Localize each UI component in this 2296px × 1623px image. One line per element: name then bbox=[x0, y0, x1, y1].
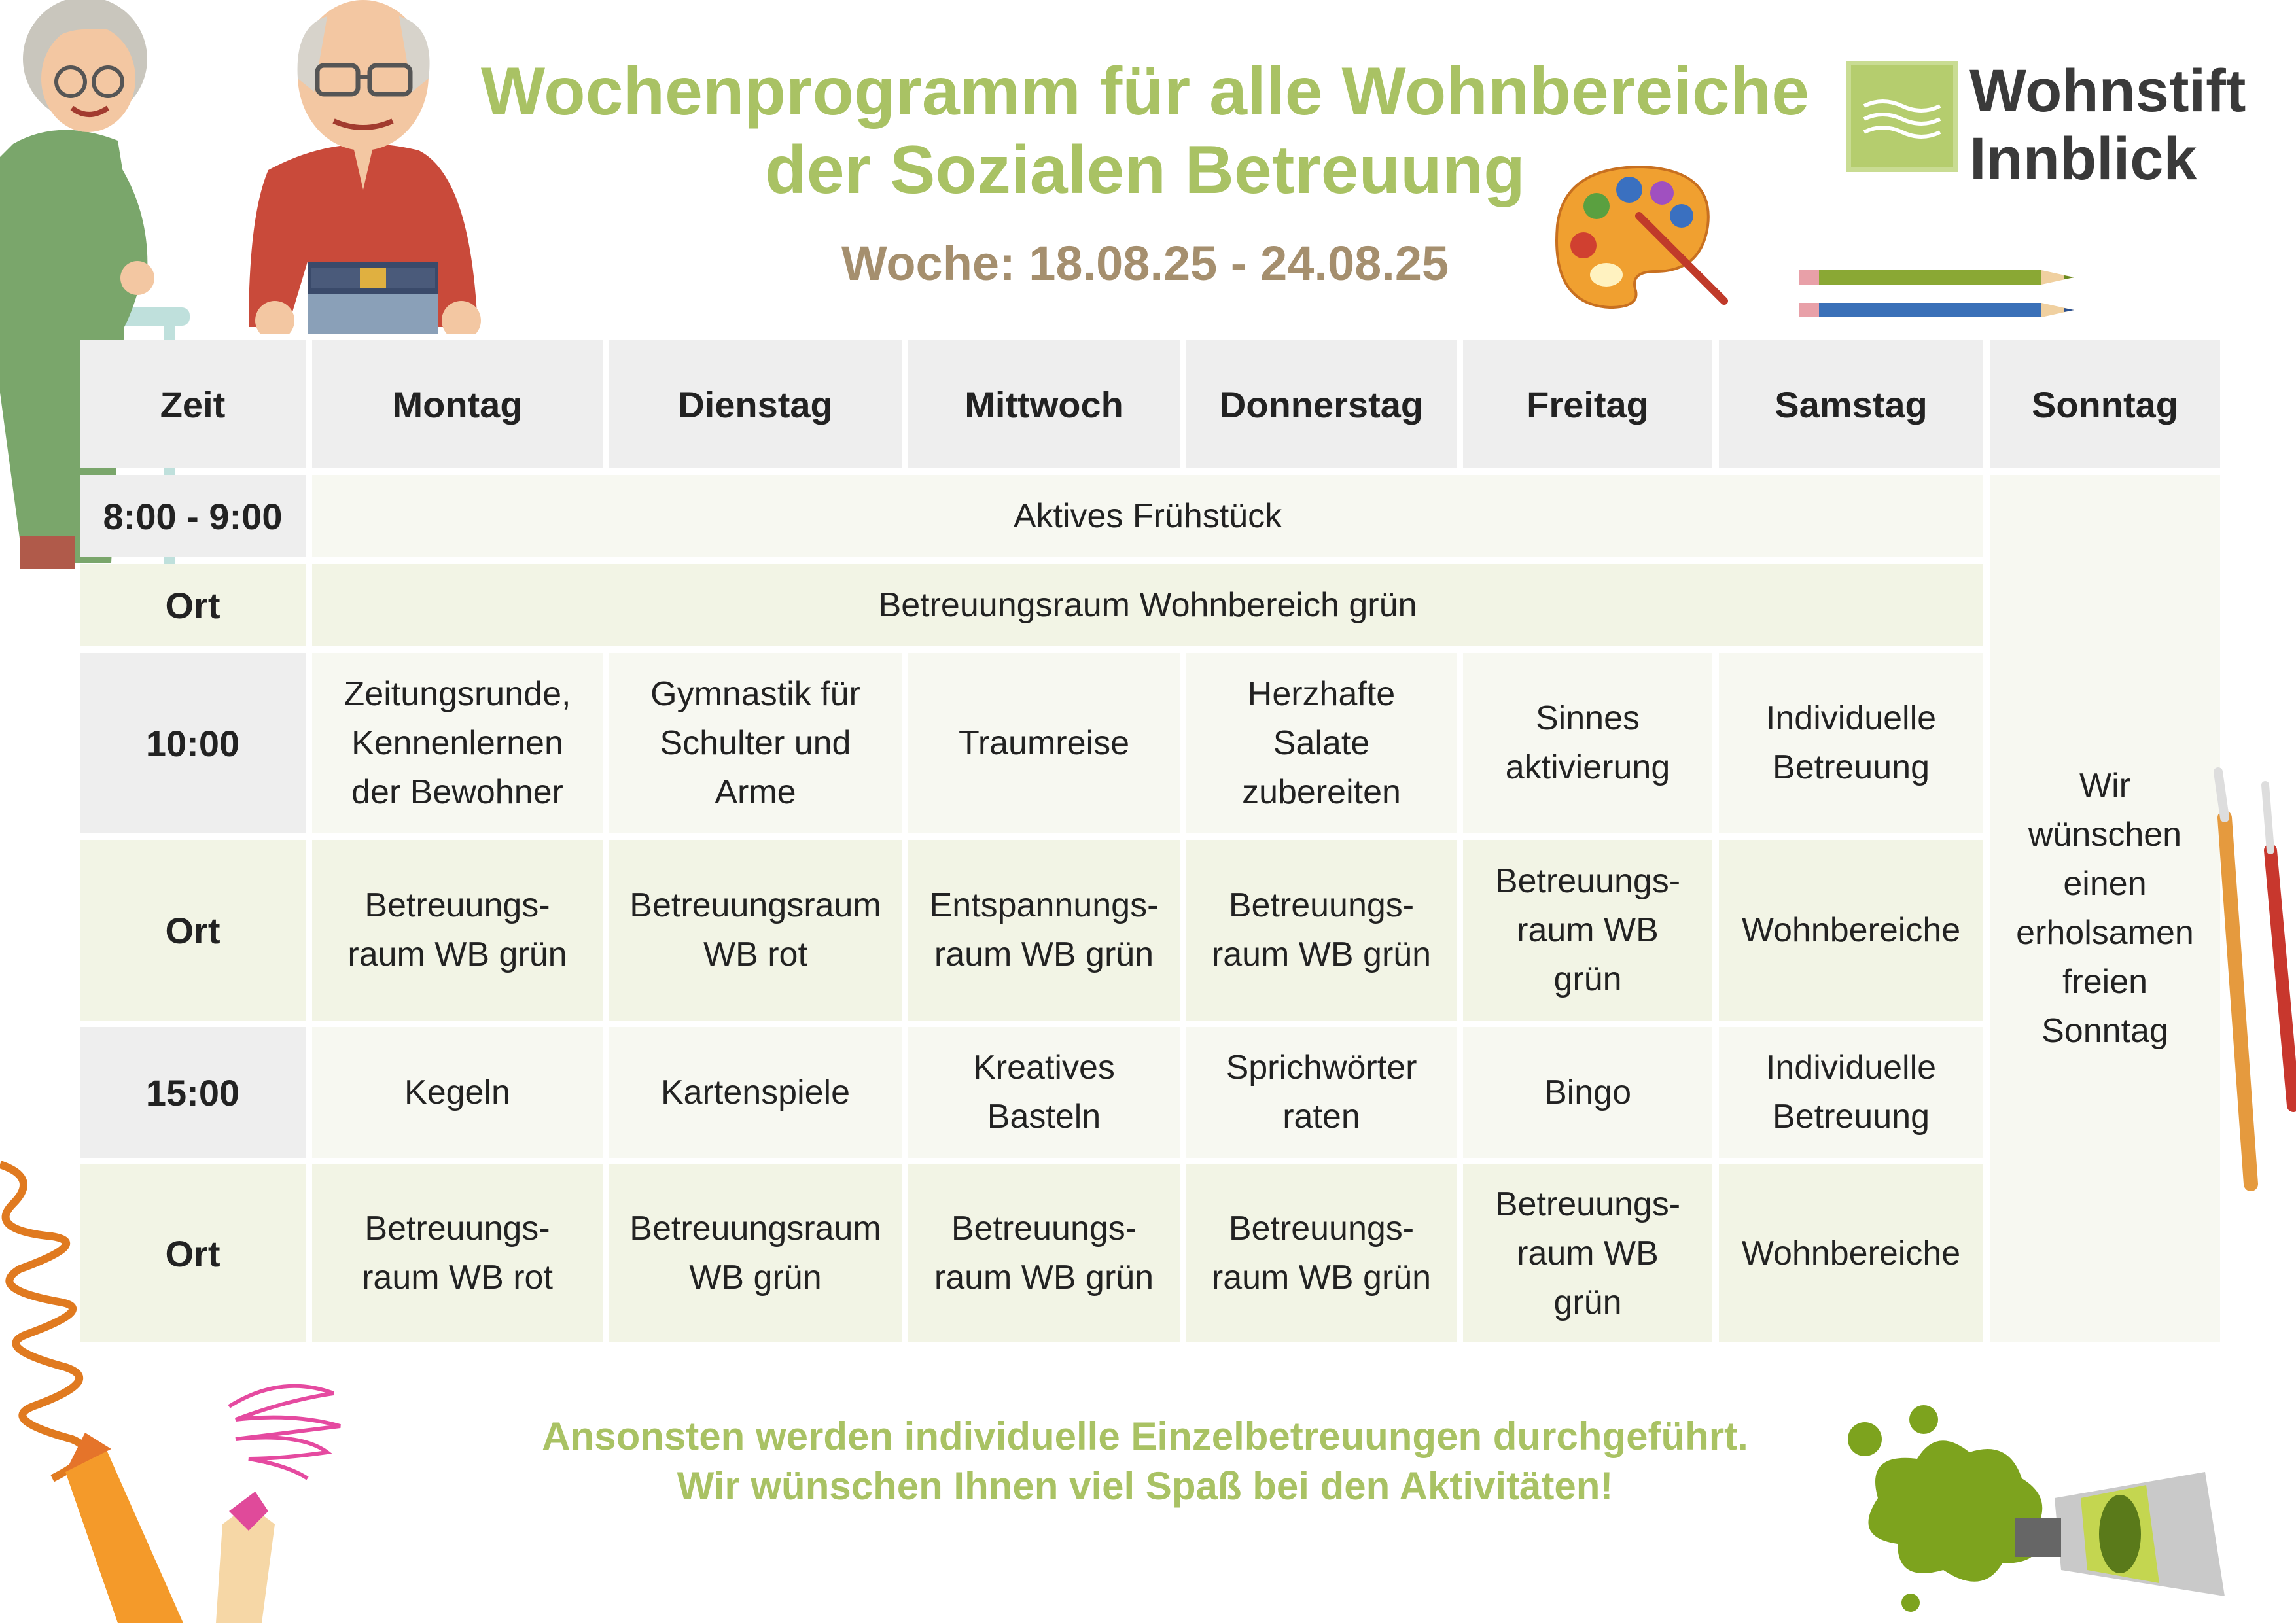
header-sonntag: Sonntag bbox=[1990, 340, 2220, 468]
afternoon-location-mittwoch: Betreuungs- raum WB grün bbox=[908, 1164, 1180, 1342]
morning-activity-samstag: Individuelle Betreuung bbox=[1719, 653, 1983, 833]
afternoon-location-samstag: Wohnbereiche bbox=[1719, 1164, 1983, 1342]
afternoon-activity-mittwoch: Kreatives Basteln bbox=[908, 1027, 1180, 1158]
header-montag: Montag bbox=[312, 340, 603, 468]
time-breakfast: 8:00 - 9:00 bbox=[80, 475, 306, 557]
title-line-1: Wochenprogramm für alle Wohnbereiche bbox=[480, 54, 1810, 130]
footer-line-2: Wir wünschen Ihnen viel Spaß bei den Aktivitäten! bbox=[677, 1464, 1614, 1508]
afternoon-activity-freitag: Bingo bbox=[1463, 1027, 1712, 1158]
morning-activity-mittwoch: Traumreise bbox=[908, 653, 1180, 833]
afternoon-activity-dienstag: Kartenspiele bbox=[609, 1027, 902, 1158]
header-donnerstag: Donnerstag bbox=[1186, 340, 1457, 468]
time-morning: 10:00 bbox=[80, 653, 306, 833]
morning-activity-donnerstag: Herzhafte Salate zubereiten bbox=[1186, 653, 1457, 833]
morning-activity-dienstag: Gymnastik für Schulter und Arme bbox=[609, 653, 902, 833]
breakfast-location: Betreuungsraum Wohnbereich grün bbox=[312, 564, 1983, 646]
footer-text bbox=[458, 1412, 1832, 1511]
header-samstag: Samstag bbox=[1719, 340, 1983, 468]
pencils-icon bbox=[1799, 265, 2094, 330]
week-range: Woche: 18.08.25 - 24.08.25 bbox=[841, 236, 1449, 290]
logo-line-1: Wohnstift bbox=[1969, 58, 2246, 124]
ort-label-afternoon: Ort bbox=[80, 1164, 306, 1342]
logo-text bbox=[1969, 57, 2246, 193]
paint-splash-icon bbox=[1839, 1400, 2231, 1623]
afternoon-activity-donnerstag: Sprichwörter raten bbox=[1186, 1027, 1457, 1158]
title-line-2: der Sozialen Betreuung bbox=[765, 132, 1525, 208]
morning-activity-montag: Zeitungsrunde, Kennenlernen der Bewohner bbox=[312, 653, 603, 833]
ort-label-breakfast: Ort bbox=[80, 564, 306, 646]
afternoon-location-dienstag: Betreuungsraum WB grün bbox=[609, 1164, 902, 1342]
paintbrushes-icon bbox=[2212, 765, 2296, 1197]
ort-label-morning: Ort bbox=[80, 840, 306, 1021]
header-mittwoch: Mittwoch bbox=[908, 340, 1180, 468]
crayons-icon bbox=[39, 1433, 314, 1623]
breakfast-activity: Aktives Frühstück bbox=[312, 475, 1983, 557]
afternoon-location-freitag: Betreuungs- raum WB grün bbox=[1463, 1164, 1712, 1342]
afternoon-activity-montag: Kegeln bbox=[312, 1027, 603, 1158]
logo-line-2: Innblick bbox=[1969, 126, 2197, 192]
header-freitag: Freitag bbox=[1463, 340, 1712, 468]
footer-line-1: Ansonsten werden individuelle Einzelbetreuungen durchgeführt. bbox=[542, 1414, 1748, 1458]
afternoon-activity-samstag: Individuelle Betreuung bbox=[1719, 1027, 1983, 1158]
afternoon-location-donnerstag: Betreuungs- raum WB grün bbox=[1186, 1164, 1457, 1342]
sunday-message: Wir wünschen einen erholsamen freien Sonntag bbox=[1990, 475, 2220, 1342]
morning-location-dienstag: Betreuungsraum WB rot bbox=[609, 840, 902, 1021]
afternoon-location-montag: Betreuungs- raum WB rot bbox=[312, 1164, 603, 1342]
morning-location-donnerstag: Betreuungs- raum WB grün bbox=[1186, 840, 1457, 1021]
header-dienstag: Dienstag bbox=[609, 340, 902, 468]
time-afternoon: 15:00 bbox=[80, 1027, 306, 1158]
paint-palette-icon bbox=[1544, 160, 1740, 311]
morning-location-mittwoch: Entspannungs- raum WB grün bbox=[908, 840, 1180, 1021]
morning-location-freitag: Betreuungs- raum WB grün bbox=[1463, 840, 1712, 1021]
morning-activity-freitag: Sinnes aktivierung bbox=[1463, 653, 1712, 833]
morning-location-samstag: Wohnbereiche bbox=[1719, 840, 1983, 1021]
logo-mark-icon bbox=[1846, 61, 1958, 172]
morning-location-montag: Betreuungs- raum WB grün bbox=[312, 840, 603, 1021]
header-zeit: Zeit bbox=[80, 340, 306, 468]
